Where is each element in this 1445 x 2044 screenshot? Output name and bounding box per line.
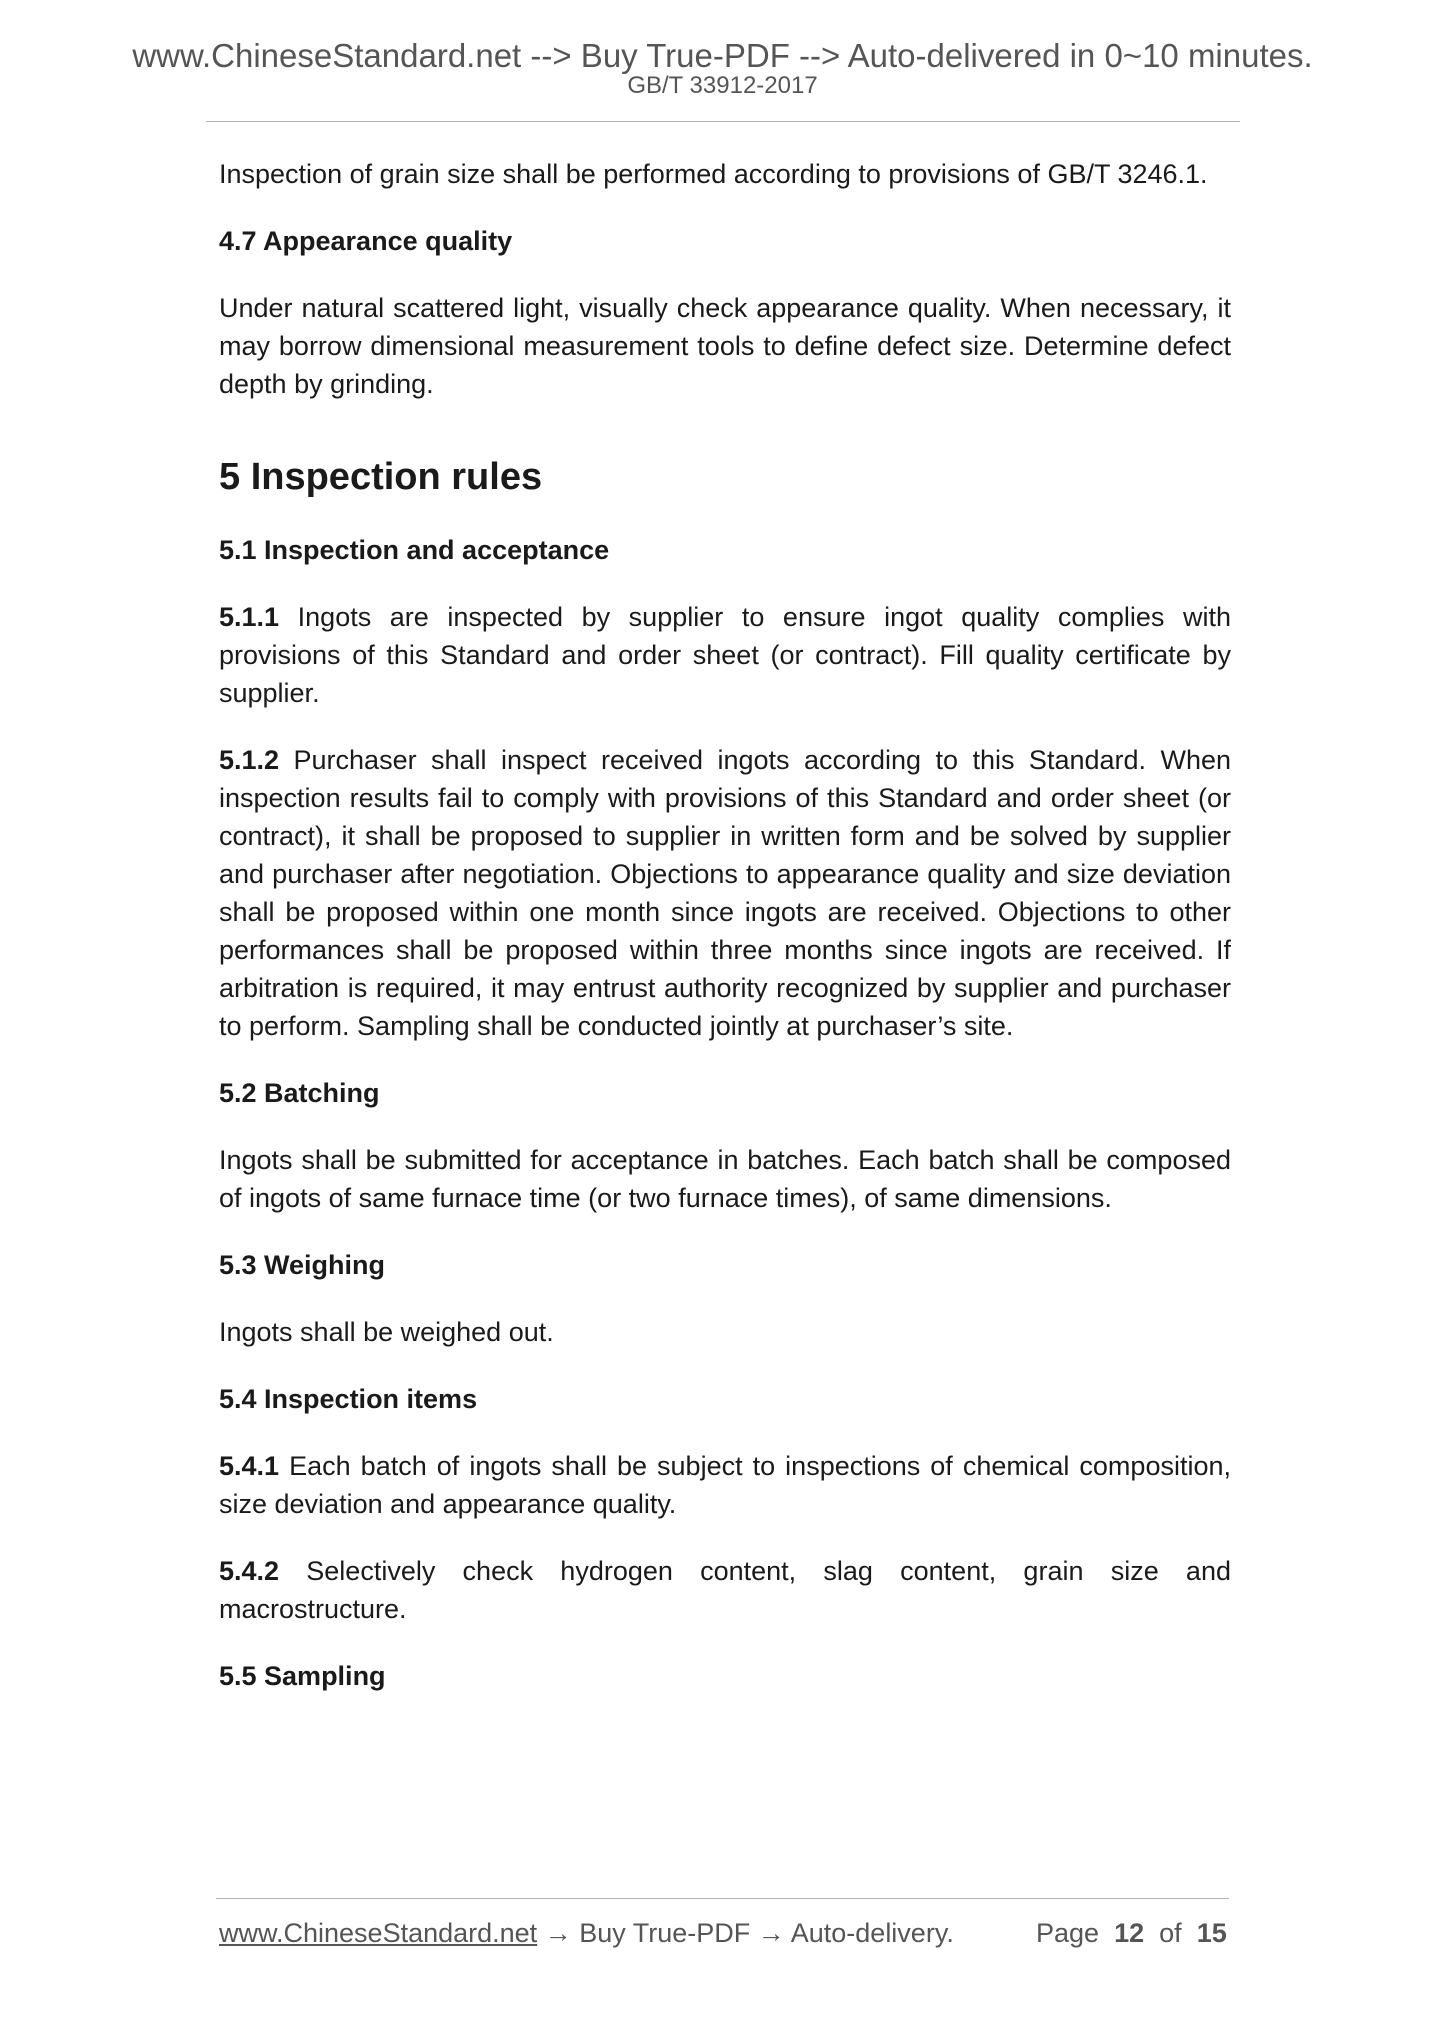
- footer-promo-text: → Buy True-PDF → Auto-delivery.: [537, 1918, 954, 1948]
- footer-link[interactable]: www.ChineseStandard.net: [219, 1918, 538, 1948]
- paragraph-5-4-2: [219, 1552, 1231, 1628]
- header-banner: www.ChineseStandard.net --> Buy True-PDF --> Auto-delivered in 0~10 minutes.: [132, 37, 1313, 74]
- heading-5: 5 Inspection rules: [219, 456, 543, 498]
- page-current: 12: [1114, 1918, 1145, 1948]
- of-label: of: [1159, 1918, 1182, 1948]
- footer-promo: [219, 1916, 954, 1950]
- heading-5-1: 5.1 Inspection and acceptance: [219, 535, 610, 565]
- paragraph-5-1-1: [219, 598, 1231, 712]
- paragraph-5-1-2: [219, 741, 1231, 1045]
- clause-text-5-1-2: Purchaser shall inspect received ingots according to this Standard. When inspection results fail to comply with provisions of this Standard and order sheet (or contract), it shall be proposed to supplier in written form and be solved by supplier and purchaser after negotiation. Objections to appearance quality and size deviation shall be proposed within one month since ingots are received. Objections to other performances shall be proposed within three months since ingots are received. If arbitration is required, it may entrust authority recognized by supplier and purchaser to perform. Sampling shall be conducted jointly at purchaser’s site.: [219, 745, 1231, 1041]
- paragraph-5-2: Ingots shall be submitted for acceptance in batches. Each batch shall be composed of ingots of same furnace time (or two furnace times), of same dimensions.: [219, 1145, 1231, 1213]
- paragraph-4-7: Under natural scattered light, visually check appearance quality. When necessary, it may borrow dimensional measurement tools to define defect size. Determine defect depth by grinding.: [219, 293, 1231, 399]
- clause-text-5-4-2: Selectively check hydrogen content, slag content, grain size and macrostructure.: [219, 1556, 1231, 1624]
- paragraph-grain-size: Inspection of grain size shall be performed according to provisions of GB/T 3246.1.: [219, 159, 1208, 189]
- clause-text-5-1-1: Ingots are inspected by supplier to ensure ingot quality complies with provisions of this Standard and order sheet (or contract). Fill quality certificate by supplier.: [219, 602, 1231, 708]
- clause-number-5-1-1: 5.1.1: [219, 602, 280, 632]
- page-label: Page: [1036, 1918, 1100, 1948]
- standard-code: GB/T 33912-2017: [627, 72, 818, 99]
- header-divider: [206, 121, 1240, 122]
- clause-number-5-1-2: 5.1.2: [219, 745, 280, 775]
- heading-5-4: 5.4 Inspection items: [219, 1384, 478, 1414]
- clause-number-5-4-2: 5.4.2: [219, 1556, 280, 1586]
- document-body: [219, 155, 1231, 1724]
- page-indicator: [1036, 1916, 1227, 1950]
- paragraph-5-4-1: [219, 1447, 1231, 1523]
- footer-divider: [216, 1898, 1229, 1899]
- clause-number-5-4-1: 5.4.1: [219, 1451, 280, 1481]
- paragraph-5-3: Ingots shall be weighed out.: [219, 1317, 554, 1347]
- heading-5-3: 5.3 Weighing: [219, 1250, 386, 1280]
- heading-5-5: 5.5 Sampling: [219, 1661, 386, 1691]
- clause-text-5-4-1: Each batch of ingots shall be subject to inspections of chemical composition, size deviation and appearance quality.: [219, 1451, 1231, 1519]
- page-total: 15: [1196, 1918, 1227, 1948]
- heading-5-2: 5.2 Batching: [219, 1078, 380, 1108]
- heading-4-7: 4.7 Appearance quality: [219, 226, 513, 256]
